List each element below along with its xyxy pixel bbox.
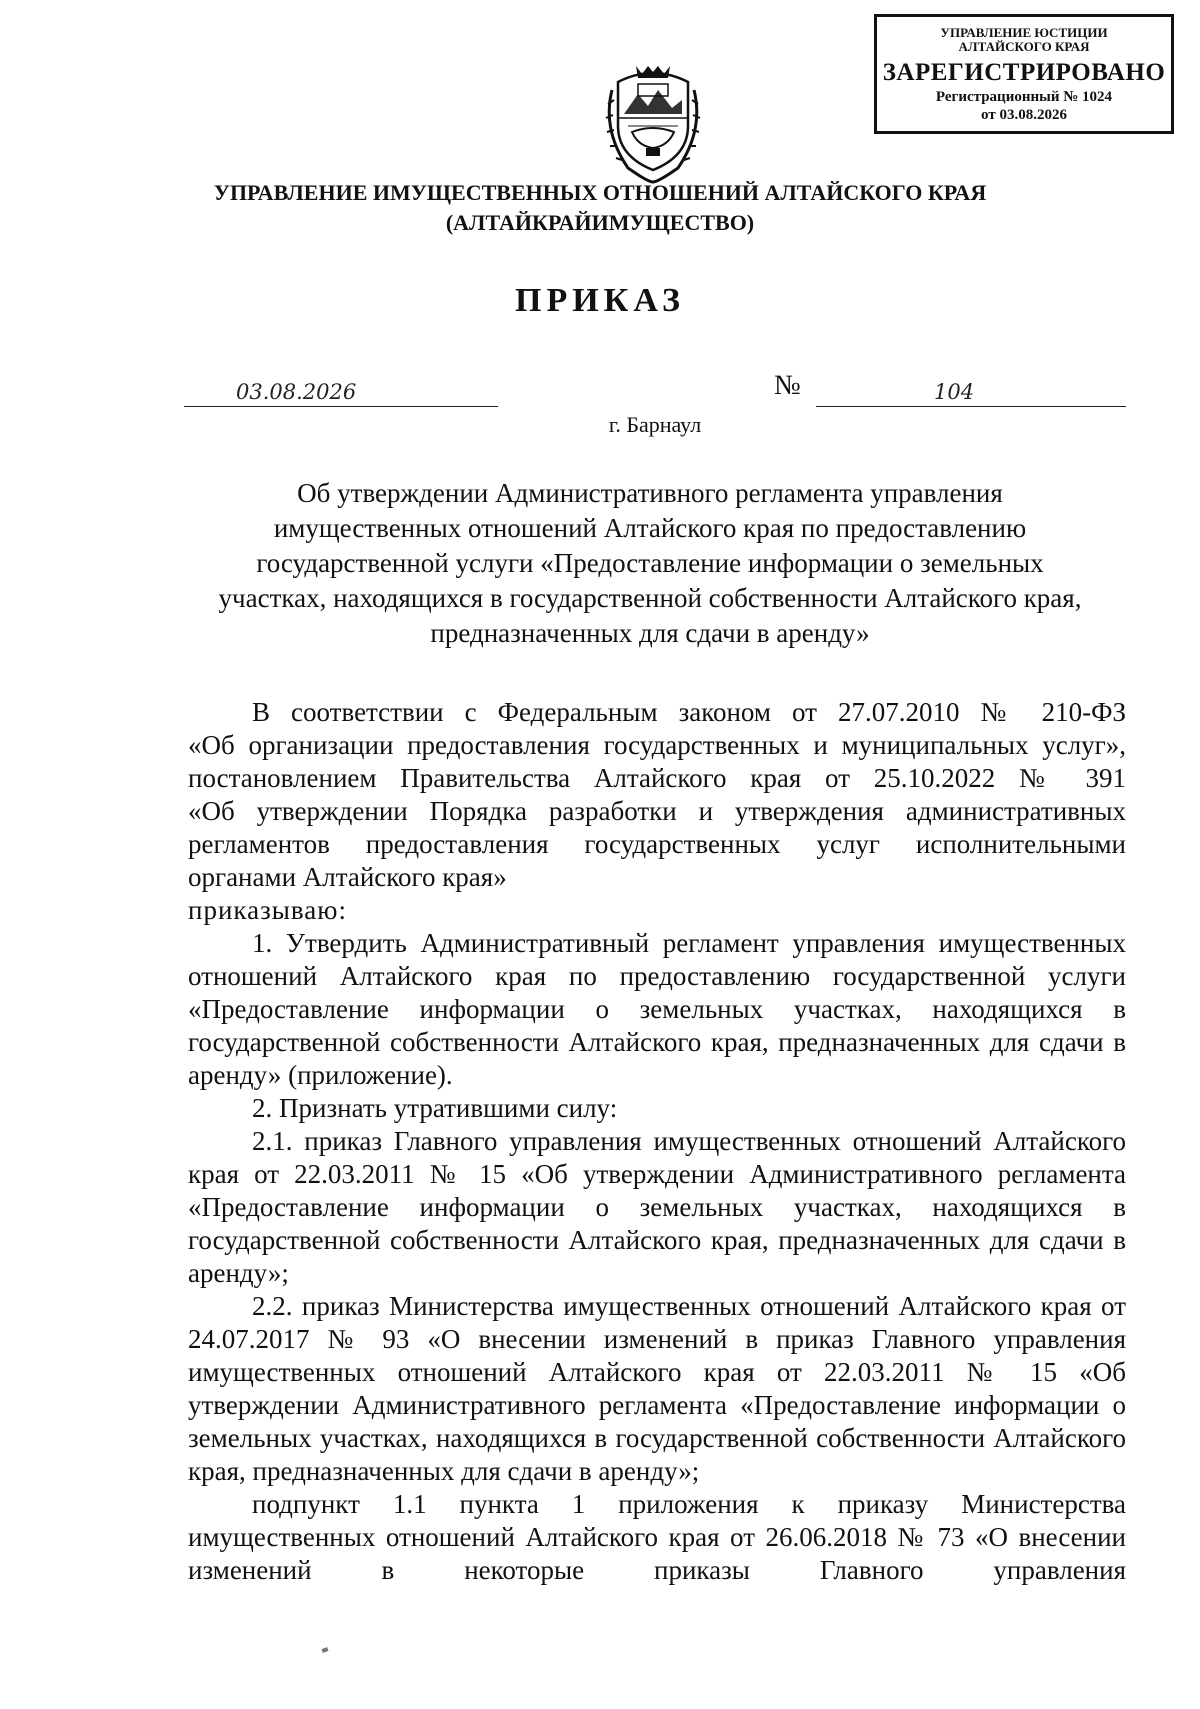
document-subject	[150, 476, 1150, 651]
preamble	[188, 696, 1126, 927]
item-2-2: 2.2. приказ Министерства имущественных отношений Алтайского края от 24.07.2017 № 93 «О внесении изменений в приказ Главного управления имущественных отношений Алтайского края от 22.03.2011 № 15 «Об утверждении Административного регламента «Предоставление информации о земельных участках, находящихся в государственной собственности Алтайского края, предназначенных для сдачи в аренду»;	[188, 1291, 1126, 1486]
stamp-reg-date: от 03.08.2026	[981, 107, 1067, 123]
organization-short-name: (АЛТАЙКРАЙИМУЩЕСТВО)	[445, 210, 755, 235]
subject-line: участках, находящихся в государственной собственности Алтайского края,	[218, 583, 1082, 613]
order-items	[188, 927, 1126, 1587]
item-2-1: 2.1. приказ Главного управления имущественных отношений Алтайского края от 22.03.2011 № 15 «Об утверждении Административного регламента «Предоставление информации о земельных участках, находящихся в государственной собственности Алтайского края, предназначенных для сдачи в аренду»;	[188, 1126, 1126, 1288]
scan-speck	[321, 1647, 328, 1653]
registration-stamp	[874, 14, 1174, 134]
preamble-line: органами Алтайского края»	[188, 862, 507, 892]
number-underline	[816, 406, 1126, 407]
stamp-org-line1: УПРАВЛЕНИЕ ЮСТИЦИИ	[940, 25, 1108, 40]
subject-line: Об утверждении Административного регламента управления	[297, 478, 1003, 508]
preamble-line: В соответствии с Федеральным законом от 27.07.2010 № 210-ФЗ	[252, 697, 1126, 727]
item-2: 2. Признать утратившими силу:	[252, 1093, 618, 1123]
city: г. Барнаул	[608, 412, 702, 437]
preamble-line: постановлением Правительства Алтайского края от 25.10.2022 № 391	[188, 763, 1126, 793]
subject-line: имущественных отношений Алтайского края по предоставлению	[273, 513, 1027, 543]
altai-krai-coat-of-arms-icon	[598, 60, 708, 186]
document-number-handwritten: 104	[934, 380, 975, 404]
order-word: приказываю:	[188, 895, 347, 925]
document-title: ПРИКАЗ	[515, 282, 685, 319]
stamp-status: ЗАРЕГИСТРИРОВАНО	[882, 59, 1166, 86]
subject-line: предназначенных для сдачи в аренду»	[430, 618, 870, 648]
item-1: 1. Утвердить Административный регламент управления имущественных отношений Алтайского края по предоставлению государственной услуги «Предоставление информации о земельных участках, находящихся в государственной собственности Алтайского края, предназначенных для сдачи в аренду» (приложение).	[188, 928, 1126, 1090]
stamp-reg-number: Регистрационный № 1024	[935, 89, 1113, 105]
item-2-3: подпункт 1.1 пункта 1 приложения к приказу Министерства имущественных отношений Алтайского края от 26.06.2018 № 73 «О внесении изменений в некоторые приказы Главного управления	[188, 1489, 1126, 1585]
date-underline	[184, 406, 498, 407]
document-date-handwritten: 03.08.2026	[236, 380, 357, 404]
organization-name: УПРАВЛЕНИЕ ИМУЩЕСТВЕННЫХ ОТНОШЕНИЙ АЛТАЙСКОГО КРАЯ	[213, 180, 987, 205]
subject-line: государственной услуги «Предоставление информации о земельных	[256, 548, 1044, 578]
stamp-org-line2: АЛТАЙСКОГО КРАЯ	[958, 39, 1090, 54]
number-sign: №	[774, 370, 801, 401]
preamble-line: «Об утверждении Порядка разработки и утверждения административных	[188, 796, 1126, 826]
preamble-line: «Об организации предоставления государственных и муниципальных услуг»,	[188, 730, 1126, 760]
preamble-line: регламентов предоставления государственных услуг исполнительными	[188, 829, 1126, 859]
